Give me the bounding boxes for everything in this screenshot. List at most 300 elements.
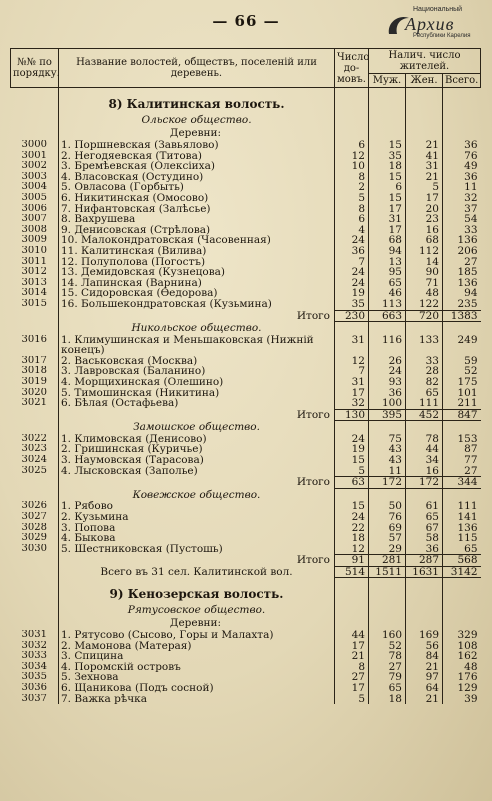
houses-value: 8	[335, 662, 369, 673]
row-name: 3. Наумовская (Тарасова)	[59, 455, 335, 466]
male-value: 160	[369, 630, 406, 641]
female-value: 48	[406, 288, 443, 299]
table-row-row	[11, 246, 481, 257]
male-value: 94	[369, 246, 406, 257]
houses-value: 36	[335, 246, 369, 257]
row-name: 6. Бѣлая (Остафьева)	[59, 398, 335, 409]
row-name: Ольское общество.	[59, 114, 335, 127]
row-number: 3037	[11, 694, 59, 705]
houses-value: 12	[335, 356, 369, 367]
row-name: Ковежское общество.	[59, 488, 335, 501]
female-value: 14	[406, 257, 443, 268]
row-name: 7. Важка рѣчка	[59, 694, 335, 705]
row-number	[11, 555, 59, 567]
houses-value: 7	[335, 257, 369, 268]
row-name: 2. Васьковская (Москва)	[59, 356, 335, 367]
row-number: 3023	[11, 444, 59, 455]
total-value: 344	[443, 477, 481, 489]
population-table	[10, 48, 481, 704]
female-value: 61	[406, 501, 443, 512]
female-value: 133	[406, 335, 443, 346]
houses-value: 5	[335, 193, 369, 204]
houses-value	[335, 322, 369, 335]
total-value	[443, 617, 481, 630]
female-value: 90	[406, 267, 443, 278]
houses-value	[335, 617, 369, 630]
row-name: 1. Поршневская (Завьялово)	[59, 140, 335, 151]
female-value: 84	[406, 651, 443, 662]
row-number	[11, 88, 59, 115]
row-number: 3004	[11, 182, 59, 193]
total-value: 94	[464, 288, 478, 299]
female-value: 56	[406, 641, 443, 652]
row-name: 4. Быкова	[59, 533, 335, 544]
row-number: 3026	[11, 501, 59, 512]
row-number: 3027	[11, 512, 59, 523]
male-value: 116	[369, 335, 406, 346]
houses-value	[335, 421, 369, 434]
row-name: 2. Кузьмина	[59, 512, 335, 523]
total-value: 54	[464, 214, 478, 225]
male-value: 50	[369, 501, 406, 512]
row-name: Никольское общество.	[59, 322, 335, 335]
table-row-row	[11, 651, 481, 662]
row-number: 3029	[11, 533, 59, 544]
row-number	[11, 310, 59, 322]
total-value: 847	[443, 409, 481, 421]
row-number: 3011	[11, 257, 59, 268]
row-number: 3030	[11, 544, 59, 555]
row-number: 3016	[11, 335, 59, 346]
total-value	[443, 114, 481, 127]
table-row-row	[11, 151, 481, 162]
total-value: 48	[464, 661, 478, 673]
table-row-row	[11, 512, 481, 523]
total-value: 65	[464, 543, 478, 555]
table-row-row	[11, 434, 481, 445]
table-row-row	[11, 672, 481, 683]
female-value: 82	[406, 377, 443, 388]
table-row-row	[11, 193, 481, 204]
male-value: 24	[369, 366, 406, 377]
male-value: 46	[369, 288, 406, 299]
male-value	[369, 114, 406, 127]
row-name: 6. Никитинская (Омосово)	[59, 193, 335, 204]
houses-value: 17	[335, 388, 369, 399]
table-row-subh	[11, 127, 481, 140]
total-value: 3142	[443, 566, 481, 578]
male-value	[369, 617, 406, 630]
row-name: 8. Вахрушева	[59, 214, 335, 225]
female-value	[406, 127, 443, 140]
row-number	[11, 345, 59, 356]
table-row-itogo	[11, 310, 481, 322]
table-row-row	[11, 335, 481, 346]
table-row-row	[11, 388, 481, 399]
female-value: 65	[406, 388, 443, 399]
female-value	[406, 617, 443, 630]
total-value	[443, 488, 481, 501]
male-value: 17	[369, 204, 406, 215]
table-row-row	[11, 235, 481, 246]
table-row-row	[11, 140, 481, 151]
total-value: 87	[464, 444, 478, 456]
female-value: 68	[406, 235, 443, 246]
total-value: 27	[464, 256, 478, 268]
row-number: 3033	[11, 651, 59, 662]
row-number	[11, 477, 59, 489]
male-value: 31	[369, 214, 406, 225]
female-value: 720	[406, 310, 443, 322]
row-name: Итого	[59, 555, 335, 567]
male-value: 18	[369, 694, 406, 705]
row-number	[11, 566, 59, 578]
row-number: 3036	[11, 683, 59, 694]
female-value: 5	[406, 182, 443, 193]
male-value: 43	[369, 455, 406, 466]
male-value: 93	[369, 377, 406, 388]
houses-value: 12	[335, 544, 369, 555]
row-name: 4. Морщихинская (Олешино)	[59, 377, 335, 388]
row-number: 3025	[11, 466, 59, 477]
male-value: 17	[369, 225, 406, 236]
row-name: 2. Гришинская (Куричье)	[59, 444, 335, 455]
logo-bottom-text: Республики Карелия	[413, 33, 471, 39]
row-number: 3031	[11, 630, 59, 641]
male-value: 69	[369, 523, 406, 534]
houses-value: 24	[335, 267, 369, 278]
male-value	[369, 421, 406, 434]
female-value: 23	[406, 214, 443, 225]
houses-value: 19	[335, 288, 369, 299]
houses-value: 2	[335, 182, 369, 193]
row-number: 3034	[11, 662, 59, 673]
table-row-row	[11, 288, 481, 299]
houses-value	[335, 345, 369, 356]
total-value: 108	[457, 640, 478, 652]
male-value: 68	[369, 235, 406, 246]
female-value: 122	[406, 299, 443, 310]
male-value: 172	[369, 477, 406, 489]
male-value: 65	[369, 683, 406, 694]
row-number: 3001	[11, 151, 59, 162]
houses-value: 63	[335, 477, 369, 489]
row-name: Итого	[59, 477, 335, 489]
houses-value: 17	[335, 683, 369, 694]
row-name: 1. Рябово	[59, 501, 335, 512]
row-name: 8) Калитинская волость.	[59, 88, 335, 115]
female-value	[406, 114, 443, 127]
male-value	[369, 578, 406, 604]
houses-value: 15	[335, 455, 369, 466]
male-value: 75	[369, 434, 406, 445]
male-value: 57	[369, 533, 406, 544]
row-number	[11, 322, 59, 335]
page-number: — 66 —	[212, 12, 280, 30]
total-value	[443, 578, 481, 604]
female-value: 97	[406, 672, 443, 683]
table-row-title	[11, 88, 481, 115]
table-row-row	[11, 161, 481, 172]
header-num: №№ по порядку.	[11, 49, 59, 88]
male-value: 65	[369, 278, 406, 289]
houses-value: 91	[335, 555, 369, 567]
table-row-row	[11, 641, 481, 652]
row-name: 4. Поромскій островъ	[59, 662, 335, 673]
total-value: 115	[457, 533, 478, 544]
row-name: 5. Шестниковская (Пустошь)	[59, 544, 335, 555]
houses-value: 24	[335, 512, 369, 523]
total-value	[443, 604, 481, 617]
header-houses: Число до- мовъ.	[335, 49, 369, 88]
female-value: 16	[406, 466, 443, 477]
houses-value: 8	[335, 204, 369, 215]
row-name: 13. Демидовская (Кузнецова)	[59, 267, 335, 278]
total-value: 235	[457, 298, 478, 310]
total-value: 59	[464, 355, 478, 367]
male-value: 26	[369, 356, 406, 367]
row-name: конецъ)	[59, 345, 335, 356]
row-name: 3. Попова	[59, 523, 335, 534]
male-value: 43	[369, 444, 406, 455]
male-value: 15	[369, 193, 406, 204]
houses-value: 230	[335, 310, 369, 322]
female-value	[406, 488, 443, 501]
row-number: 3002	[11, 161, 59, 172]
row-name: 11. Калитинская (Вилива)	[59, 246, 335, 257]
table-row-sub	[11, 114, 481, 127]
male-value: 113	[369, 299, 406, 310]
table-row-itogo	[11, 555, 481, 567]
houses-value: 44	[335, 630, 369, 641]
male-value	[369, 88, 406, 115]
row-number: 3022	[11, 434, 59, 445]
houses-value	[335, 88, 369, 115]
total-value: 211	[457, 398, 478, 410]
female-value: 44	[406, 444, 443, 455]
row-number	[11, 604, 59, 617]
row-number: 3017	[11, 356, 59, 367]
houses-value	[335, 604, 369, 617]
total-value: 39	[464, 693, 478, 705]
header-residents: Налич. число жителей.	[369, 49, 481, 74]
total-value: 162	[457, 651, 478, 662]
female-value	[406, 322, 443, 335]
total-value	[443, 127, 481, 140]
houses-value: 514	[335, 566, 369, 578]
male-value: 36	[369, 388, 406, 399]
male-value: 395	[369, 409, 406, 421]
table-row-row	[11, 204, 481, 215]
female-value: 65	[406, 512, 443, 523]
male-value: 6	[369, 182, 406, 193]
table-row-row	[11, 455, 481, 466]
row-name: Замошское общество.	[59, 421, 335, 434]
female-value: 452	[406, 409, 443, 421]
total-value: 1383	[443, 310, 481, 322]
male-value: 663	[369, 310, 406, 322]
row-name: 4. Лысковская (Заполье)	[59, 466, 335, 477]
total-value: 49	[464, 161, 478, 172]
houses-value: 24	[335, 434, 369, 445]
table-row-row	[11, 278, 481, 289]
row-number: 3021	[11, 398, 59, 409]
houses-value	[335, 114, 369, 127]
male-value	[369, 604, 406, 617]
header-male: Муж.	[369, 74, 406, 88]
female-value: 21	[406, 694, 443, 705]
female-value: 20	[406, 204, 443, 215]
houses-value: 21	[335, 651, 369, 662]
row-name: 1. Климовская (Денисово)	[59, 434, 335, 445]
female-value: 34	[406, 455, 443, 466]
houses-value: 24	[335, 278, 369, 289]
row-number: 3009	[11, 235, 59, 246]
houses-value: 12	[335, 151, 369, 162]
houses-value: 7	[335, 366, 369, 377]
male-value: 15	[369, 172, 406, 183]
male-value: 35	[369, 151, 406, 162]
table-row-row	[11, 501, 481, 512]
row-name: 3. Лавровская (Баланино)	[59, 366, 335, 377]
table-row-row	[11, 182, 481, 193]
header-total: Всего.	[443, 74, 481, 88]
male-value: 18	[369, 161, 406, 172]
total-value: 249	[457, 334, 478, 346]
female-value	[406, 345, 443, 356]
total-value: 129	[457, 682, 478, 694]
row-name: 5. Овласова (Горбыть)	[59, 182, 335, 193]
table-row-total	[11, 566, 481, 578]
table-row-title	[11, 578, 481, 604]
total-value: 206	[457, 245, 478, 257]
total-value: 11	[464, 182, 478, 193]
row-number	[11, 409, 59, 421]
row-name: 9) Кенозерская волость.	[59, 578, 335, 604]
female-value	[406, 421, 443, 434]
female-value: 58	[406, 533, 443, 544]
male-value: 79	[369, 672, 406, 683]
male-value: 1511	[369, 566, 406, 578]
male-value: 11	[369, 466, 406, 477]
row-name: Итого	[59, 409, 335, 421]
row-name: 14. Лапинская (Варнина)	[59, 278, 335, 289]
female-value: 17	[406, 193, 443, 204]
houses-value: 31	[335, 377, 369, 388]
female-value: 16	[406, 225, 443, 236]
row-name: Деревни:	[59, 617, 335, 630]
row-number	[11, 421, 59, 434]
female-value: 172	[406, 477, 443, 489]
table-row-row	[11, 257, 481, 268]
houses-value: 17	[335, 641, 369, 652]
table-row-itogo	[11, 409, 481, 421]
female-value: 169	[406, 630, 443, 641]
total-value	[443, 345, 481, 356]
female-value: 21	[406, 172, 443, 183]
female-value: 28	[406, 366, 443, 377]
row-name: 7. Нифантовская (Залѣсье)	[59, 204, 335, 215]
row-name: 16. Большекондратовская (Кузьмина)	[59, 299, 335, 310]
houses-value: 5	[335, 694, 369, 705]
row-number: 3014	[11, 288, 59, 299]
houses-value: 6	[335, 140, 369, 151]
total-value: 27	[464, 465, 478, 477]
row-number: 3010	[11, 246, 59, 257]
female-value	[406, 88, 443, 115]
table-row-row	[11, 444, 481, 455]
houses-value: 15	[335, 501, 369, 512]
houses-value: 24	[335, 235, 369, 246]
total-value	[443, 421, 481, 434]
row-name: 3. Спицина	[59, 651, 335, 662]
row-name: 4. Власовская (Остудино)	[59, 172, 335, 183]
table-row-row	[11, 267, 481, 278]
female-value: 67	[406, 523, 443, 534]
row-number: 3005	[11, 193, 59, 204]
houses-value: 10	[335, 161, 369, 172]
female-value: 111	[406, 398, 443, 409]
row-number: 3035	[11, 672, 59, 683]
total-value: 136	[457, 522, 478, 534]
table-row-row	[11, 544, 481, 555]
female-value: 287	[406, 555, 443, 567]
row-number: 3015	[11, 299, 59, 310]
female-value: 41	[406, 151, 443, 162]
houses-value	[335, 578, 369, 604]
row-name: 5. Зехнова	[59, 672, 335, 683]
table-row-sub	[11, 604, 481, 617]
row-name: 3. Бремѣевская (Олексіиха)	[59, 161, 335, 172]
row-name: 1. Рятусово (Сысово, Горы и Малахта)	[59, 630, 335, 641]
male-value: 15	[369, 140, 406, 151]
female-value: 33	[406, 356, 443, 367]
total-value: 36	[464, 171, 478, 183]
total-value: 77	[464, 455, 478, 466]
row-name: 12. Полуполова (Погостъ)	[59, 257, 335, 268]
table-row-row	[11, 398, 481, 409]
row-number: 3006	[11, 204, 59, 215]
female-value: 36	[406, 544, 443, 555]
houses-value: 8	[335, 172, 369, 183]
row-number	[11, 617, 59, 630]
female-value	[406, 604, 443, 617]
houses-value: 31	[335, 335, 369, 346]
male-value	[369, 488, 406, 501]
row-number: 3019	[11, 377, 59, 388]
table-row-row	[11, 662, 481, 673]
total-value: 32	[464, 192, 478, 204]
row-name: 2. Мамонова (Матерая)	[59, 641, 335, 652]
table-row-sub	[11, 421, 481, 434]
total-value: 37	[464, 203, 478, 215]
row-number: 3007	[11, 214, 59, 225]
header-name: Название волостей, обществъ, поселеній или деревень.	[59, 49, 335, 88]
male-value: 27	[369, 662, 406, 673]
row-number: 3024	[11, 455, 59, 466]
total-value	[443, 322, 481, 335]
female-value: 1631	[406, 566, 443, 578]
female-value: 21	[406, 662, 443, 673]
female-value: 78	[406, 434, 443, 445]
table-row-sub	[11, 322, 481, 335]
houses-value: 35	[335, 299, 369, 310]
female-value: 71	[406, 278, 443, 289]
houses-value: 32	[335, 398, 369, 409]
table-row-row	[11, 377, 481, 388]
houses-value: 5	[335, 466, 369, 477]
row-name: Деревни:	[59, 127, 335, 140]
